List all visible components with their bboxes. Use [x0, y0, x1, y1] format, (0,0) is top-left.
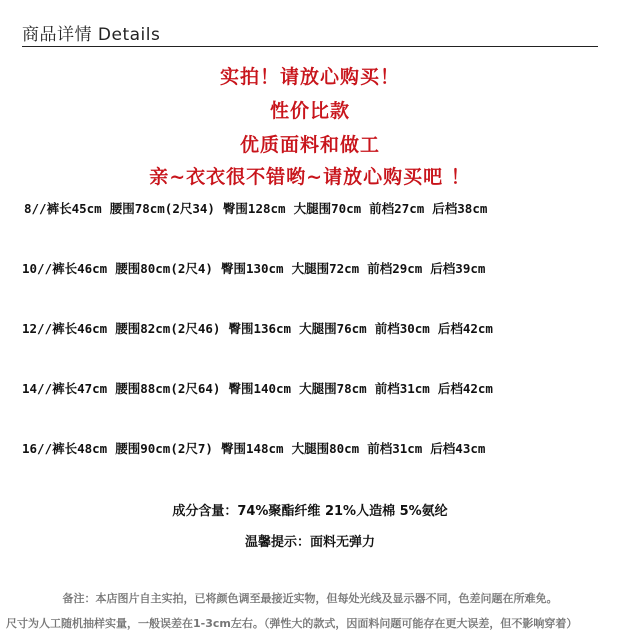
front-rise: 前档29cm [367, 261, 423, 276]
hip: 臀围128cm [222, 201, 286, 216]
hip: 臀围136cm [228, 321, 292, 336]
back-rise: 后档42cm [437, 381, 493, 396]
promo-line: 实拍！请放心购买！ [219, 66, 400, 88]
back-rise: 后档39cm [430, 261, 486, 276]
color-disclaimer: 备注：本店图片自主实拍，已将颜色调至最接近实物，但每处光线及显示器不同，色差问题在所难免。 [62, 592, 558, 605]
size-label: 12// [22, 321, 53, 336]
front-rise: 前档31cm [367, 441, 423, 456]
size-disclaimer: 尺寸为人工随机抽样实量，一般误差在1-3cm左右。（弹性大的款式，因面料问题可能存在更大误差，但不影响穿着） [6, 617, 578, 630]
thigh: 大腿围76cm [299, 321, 367, 336]
waist: 腰围80cm(2尺4) [115, 261, 213, 276]
size-label: 10// [22, 261, 53, 276]
promo-line: 亲~衣衣很不错哟~请放心购买吧 ！ [149, 166, 471, 188]
promo-line: 优质面料和做工 [239, 134, 380, 156]
size-row [24, 199, 487, 217]
thigh: 大腿围80cm [291, 441, 360, 456]
pants-length: 裤长47cm [52, 381, 108, 396]
size-label: 14// [22, 381, 53, 396]
front-rise: 前档30cm [374, 321, 430, 336]
hip: 臀围130cm [220, 261, 284, 276]
hip: 臀围148cm [220, 441, 284, 456]
size-label: 16// [22, 441, 53, 456]
pants-length: 裤长46cm [52, 261, 108, 276]
waist: 腰围88cm(2尺64) [115, 381, 221, 396]
size-label: 8// [24, 201, 47, 216]
size-row [22, 319, 493, 337]
pants-length: 裤长46cm [52, 321, 108, 336]
waist: 腰围90cm(2尺7) [115, 441, 213, 456]
thigh: 大腿围72cm [291, 261, 360, 276]
pants-length: 裤长45cm [46, 201, 102, 216]
care-tip: 温馨提示：面料无弹力 [244, 535, 375, 550]
waist: 腰围78cm(2尺34) [109, 201, 215, 216]
thigh: 大腿围70cm [293, 201, 362, 216]
waist: 腰围82cm(2尺46) [115, 321, 221, 336]
promo-line: 性价比款 [269, 100, 350, 122]
size-row [22, 439, 485, 457]
material-composition: 成分含量：74%聚酯纤维 21%人造棉 5%氨纶 [172, 504, 448, 519]
back-rise: 后档42cm [437, 321, 493, 336]
hip: 臀围140cm [228, 381, 292, 396]
size-row [22, 379, 493, 397]
details-header [22, 20, 598, 47]
thigh: 大腿围78cm [299, 381, 367, 396]
front-rise: 前档27cm [369, 201, 425, 216]
back-rise: 后档38cm [432, 201, 488, 216]
pants-length: 裤长48cm [52, 441, 108, 456]
page-title: 商品详情 Details [22, 25, 161, 45]
size-row [22, 259, 485, 277]
front-rise: 前档31cm [374, 381, 430, 396]
back-rise: 后档43cm [430, 441, 486, 456]
